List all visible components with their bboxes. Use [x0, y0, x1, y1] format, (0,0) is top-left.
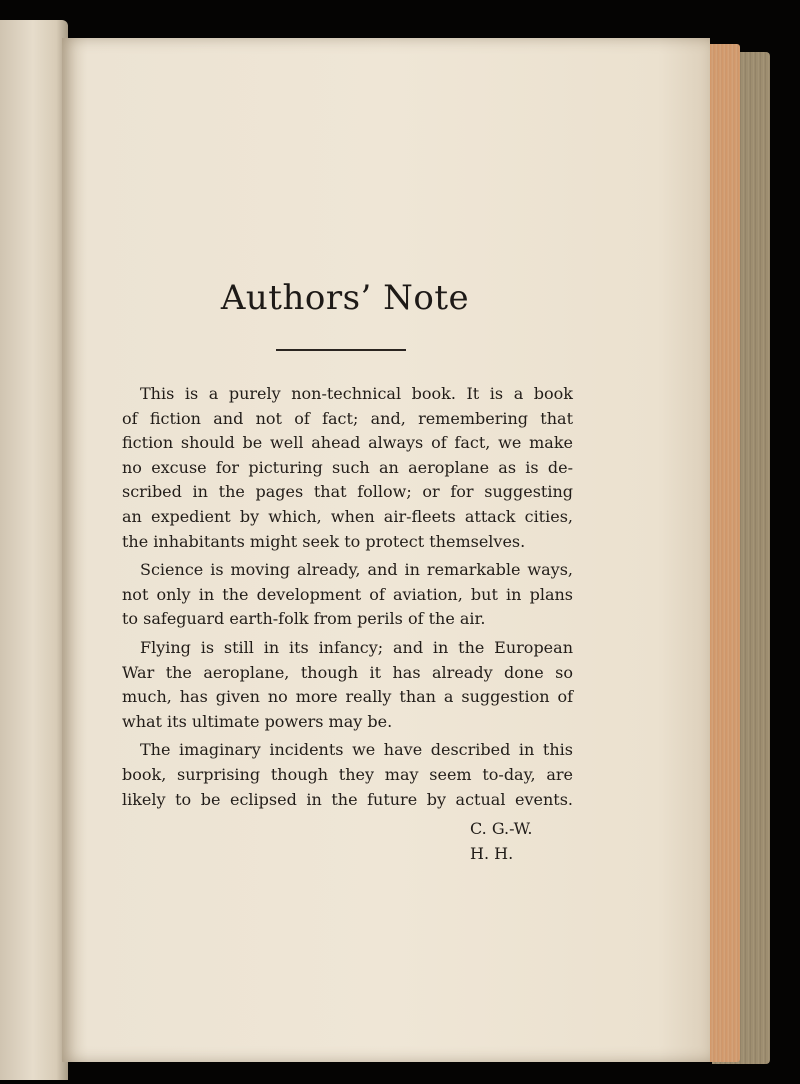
- text-line: likely to be eclipsed in the future by actual events.: [122, 789, 573, 809]
- note-body: [122, 382, 573, 816]
- text-line: the inhabitants might seek to protect themselves.: [122, 531, 526, 551]
- text-line: of fiction and not of fact; and, remembering that: [122, 408, 573, 428]
- author-signatures: [470, 817, 532, 866]
- text-line: This is a purely non-technical book. It is a book: [140, 384, 573, 403]
- paragraph-2: [122, 558, 573, 632]
- paragraph-4: [122, 738, 573, 812]
- text-line: Science is moving already, and in remarkable ways,: [140, 560, 573, 580]
- text-line: an expedient by which, when air-fleets attack cities,: [122, 506, 573, 526]
- text-line: fiction should be well ahead always of fact, we make: [122, 433, 573, 453]
- signature-initials: C. G.-W.: [470, 819, 533, 838]
- text-line: scribed in the pages that follow; or for suggesting: [122, 482, 573, 502]
- title-rule: [276, 349, 406, 351]
- paragraph-1: [122, 382, 573, 554]
- text-line: to safeguard earth-folk from perils of the air.: [122, 609, 486, 629]
- page-title: Authors’ Note: [220, 278, 470, 318]
- text-line: no excuse for picturing such an aeroplane as is de-: [122, 457, 573, 477]
- text-line: what its ultimate powers may be.: [122, 711, 393, 731]
- facing-page-edge: [0, 20, 68, 1080]
- text-line: Flying is still in its infancy; and in the European: [140, 637, 573, 657]
- text-line: much, has given no more really than a suggestion of: [122, 687, 573, 707]
- paragraph-3: [122, 636, 573, 734]
- text-line: The imaginary incidents we have described in this: [140, 740, 573, 760]
- text-line: not only in the development of aviation, but in plans: [122, 584, 573, 604]
- text-line: book, surprising though they may seem to-day, are: [122, 764, 573, 784]
- signature-initials: H. H.: [470, 843, 514, 863]
- text-line: War the aeroplane, though it has already done so: [122, 662, 573, 682]
